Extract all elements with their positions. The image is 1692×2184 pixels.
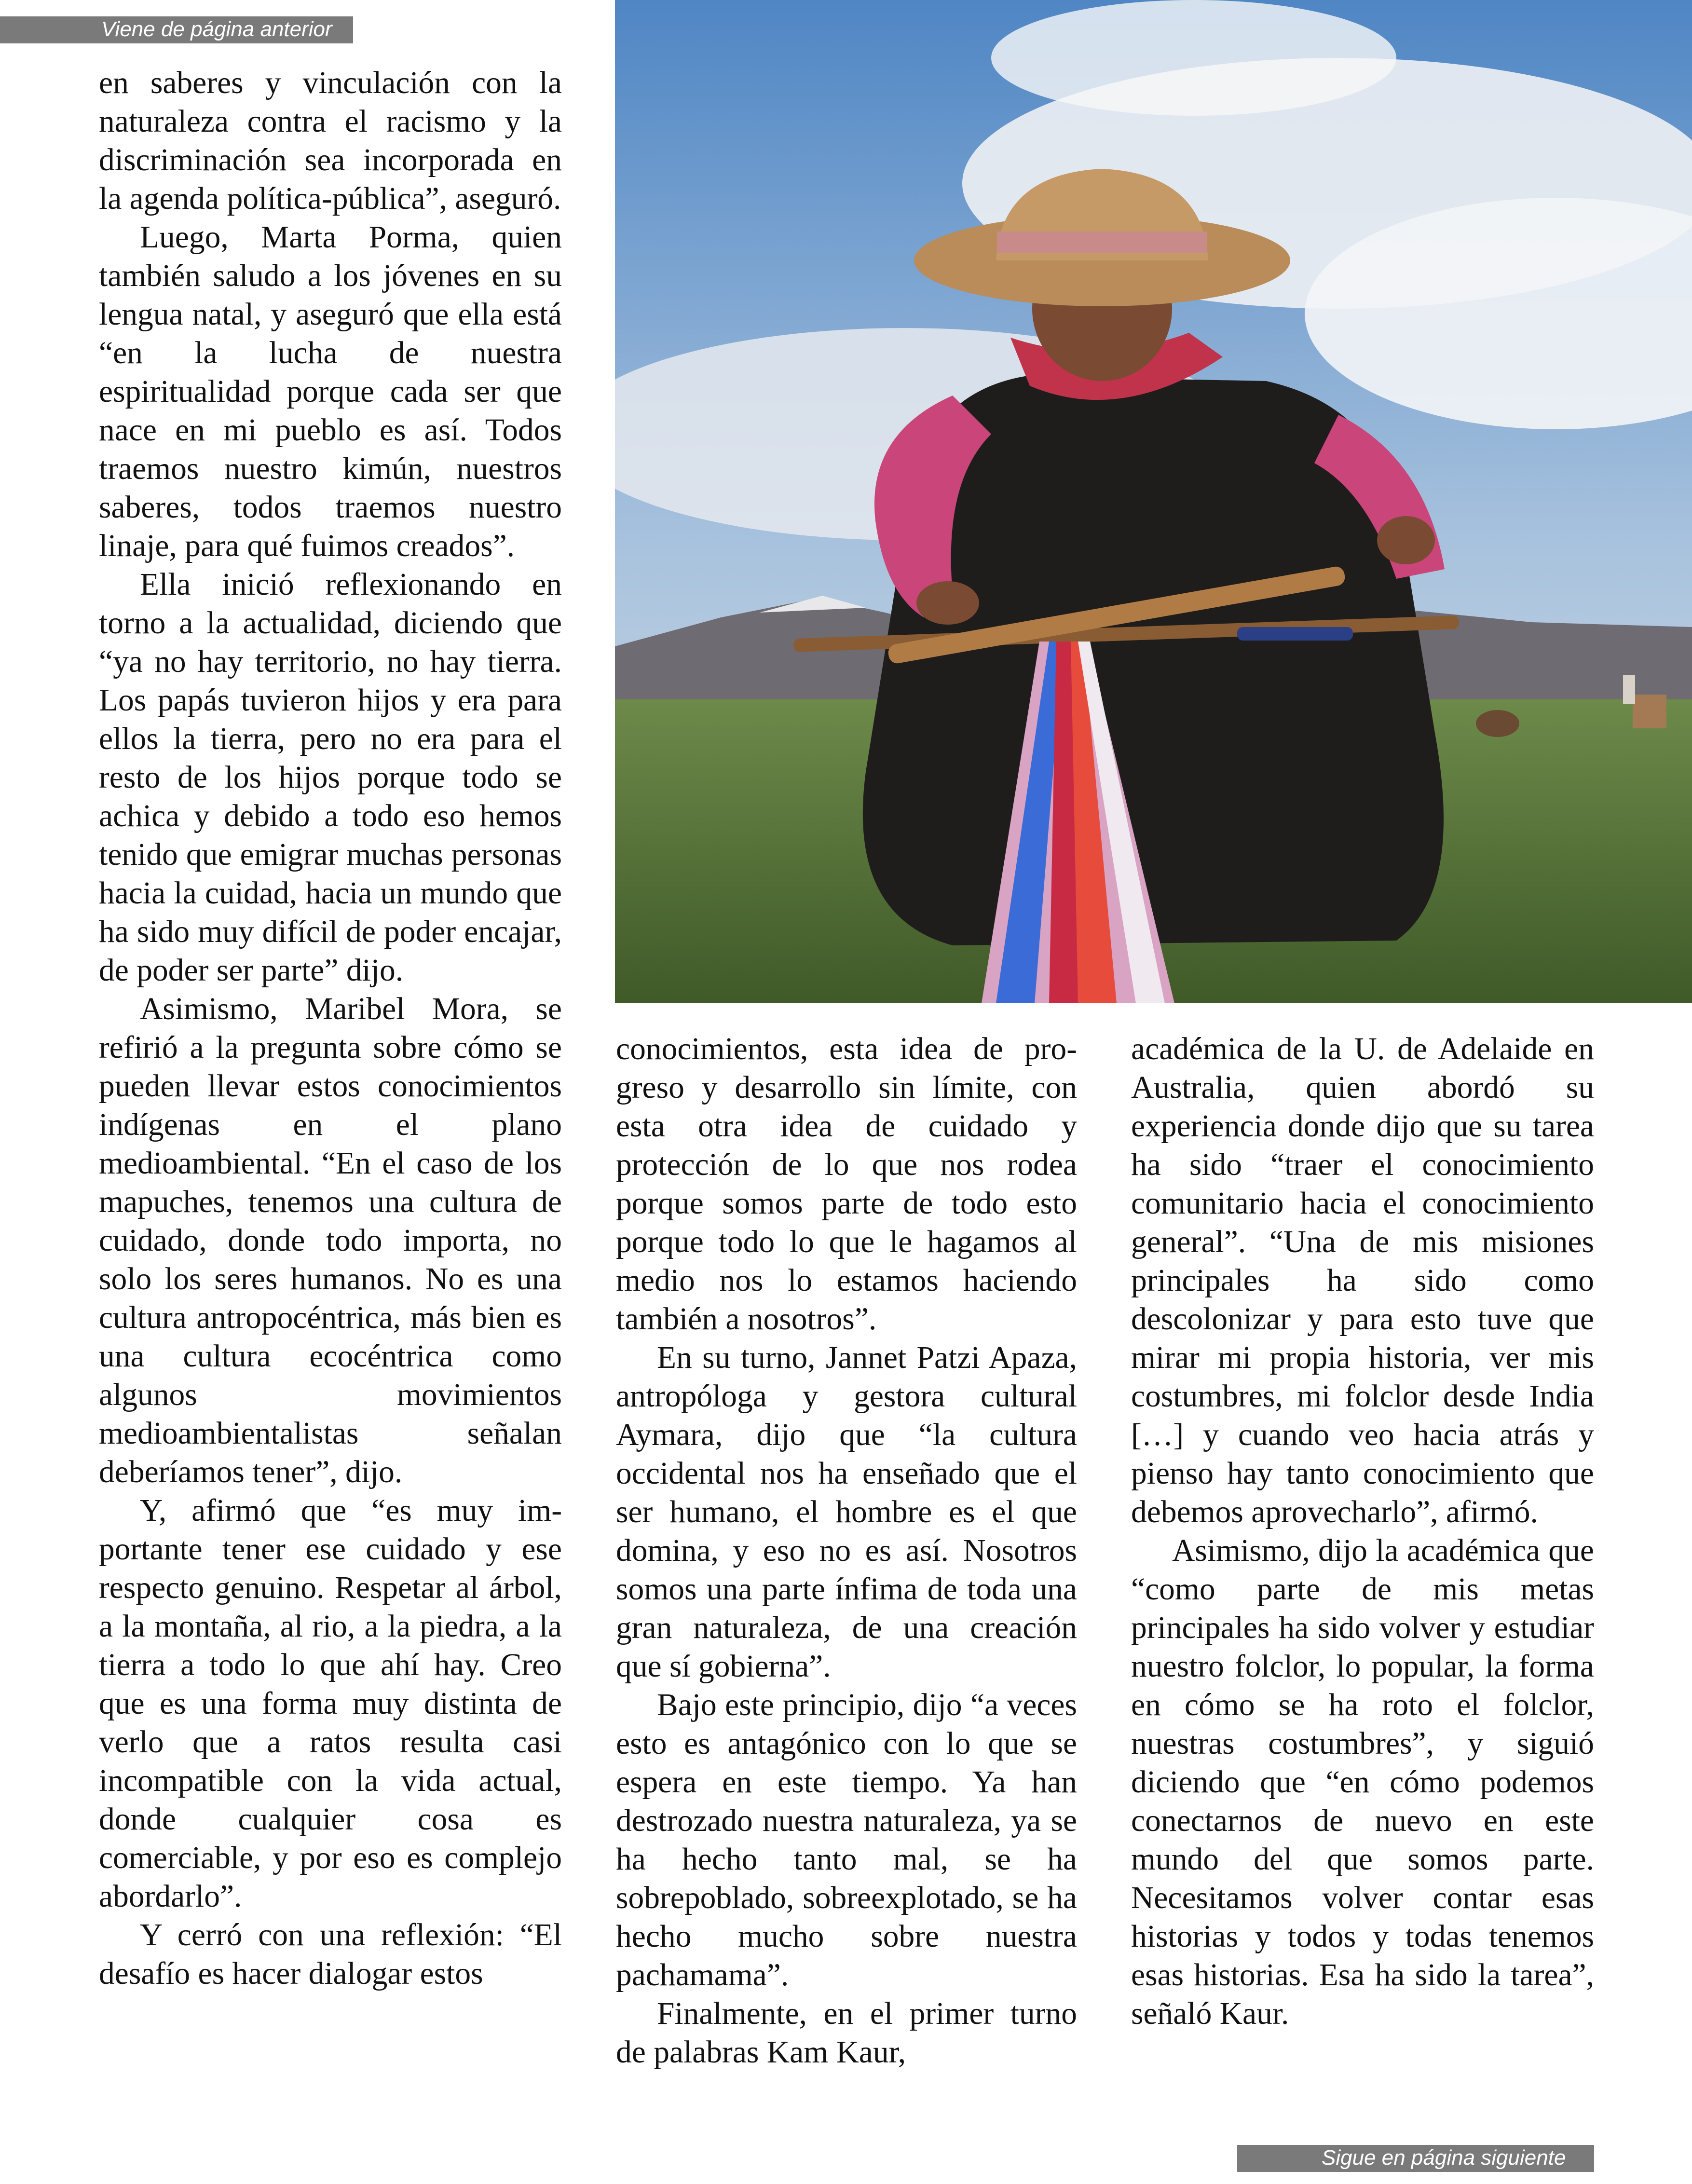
paragraph: Asimismo, dijo la académica que “como parte de mis metas principales ha sido volver y estudiar nuestro folclor, lo popular, la forma en cómo se ha roto el folclor, nuestras costumbres”, y siguió diciendo que “en cómo podemos conectarnos de nuevo en este mundo del que somos parte. Necesitamos volver contar esas historias y todos y todas tenemos esas historias. Esa ha sido la tarea”, señaló Kaur. xyxy=(1131,1533,1594,2031)
text-column-1 xyxy=(99,64,562,1993)
next-page-banner[interactable]: Sigue en página siguiente xyxy=(1237,2145,1594,2172)
photo-woman-weaving xyxy=(615,0,1692,1003)
paragraph: Y, afirmó que “es muy importante tener ese cuidado y ese respecto genuino. Respetar al árbol, a la montaña, al rio, a la piedra, a la tierra a todo lo que ahí hay. Creo que es una forma muy distinta de verlo que a ratos resulta casi incompatible con la vida actual, donde cualquier cosa es comerciable, y por eso es complejo abordarlo”. xyxy=(99,1493,562,1914)
paragraph: Bajo este principio, dijo “a veces esto es antagónico con lo que se espera en este tiempo. Ya han destrozado nuestra naturaleza, ya se ha hecho tanto mal, se ha sobrepoblado, sobreexplotado, se ha hecho mucho sobre nuestra pachamama”. xyxy=(616,1688,1077,1993)
paragraph: académica de la U. de Adelaide en Australia, quien abordó su experiencia donde dijo que su tarea ha sido “traer el conocimiento comunitario hacia el conocimiento general”. “Una de mis misiones principales ha sido como descolonizar y para esto tuve que mirar mi propia historia, ver mis costumbres, mi folclor desde India […] y cuando veo hacia atrás y pienso hay tanto conocimiento que debemos aprovecharlo”, afirmó. xyxy=(1131,1032,1594,1529)
paragraph: Ella inició reflexionando en torno a la actualidad, diciendo que “ya no hay territorio, no hay tierra. Los papás tuvieron hijos y era para ellos la tierra, pero no era para el resto de los hijos porque todo se achica y debido a todo eso hemos tenido que emigrar muchas personas hacia la cuidad, hacia un mundo que ha sido muy difícil de poder encajar, de poder ser parte” dijo. xyxy=(99,567,562,988)
paragraph: en saberes y vinculación con la naturaleza contra el racismo y la discriminación sea incorporada en la agenda política-pública”, aseguró. xyxy=(99,66,562,216)
paragraph: En su turno, Jannet Patzi Apaza, antropóloga y gestora cultural Aymara, dijo que “la cultura occidental nos ha enseñado que el ser humano, el hombre es el que domina, y eso no es así. Nosotros somos una parte ínfima de toda una gran naturaleza, de una creación que sí gobierna”. xyxy=(616,1340,1077,1684)
paragraph: Finalmente, en el primer turno de palabras Kam Kaur, xyxy=(616,1996,1077,2070)
woman-weaving-icon xyxy=(615,0,1692,1003)
paragraph: Y cerró con una reflexión: “El desafío es hacer dialogar estos xyxy=(99,1918,562,1991)
paragraph: conocimientos, esta idea de progreso y desarrollo sin límite, con esta otra idea de cuidado y protección de lo que nos rodea porque somos parte de todo esto porque todo lo que le hagamos al medio nos lo estamos haciendo también a nosotros”. xyxy=(616,1032,1077,1337)
paragraph: Asimismo, Maribel Mora, se refirió a la pregunta sobre cómo se pueden llevar estos conocimientos indígenas en el plano medioambiental. “En el caso de los mapuches, tenemos una cultura de cuidado, donde todo importa, no solo los seres humanos. No es una cultura antropocéntrica, más bien es una cultura ecocéntrica como algunos movimientos medioambientalistas señalan deberíamos tener”, dijo. xyxy=(99,992,562,1489)
text-column-2 xyxy=(616,1030,1077,2072)
previous-page-banner: Viene de página anterior xyxy=(0,16,353,43)
paragraph: Luego, Marta Porma, quien también saludo a los jóvenes en su lengua natal, y aseguró que ella está “en la lucha de nuestra espiritualidad porque cada ser que nace en mi pueblo es así. Todos traemos nuestro kimún, nuestros saberes, todos traemos nuestro linaje, para qué fuimos creados”. xyxy=(99,220,562,563)
text-column-3 xyxy=(1131,1030,1594,2033)
